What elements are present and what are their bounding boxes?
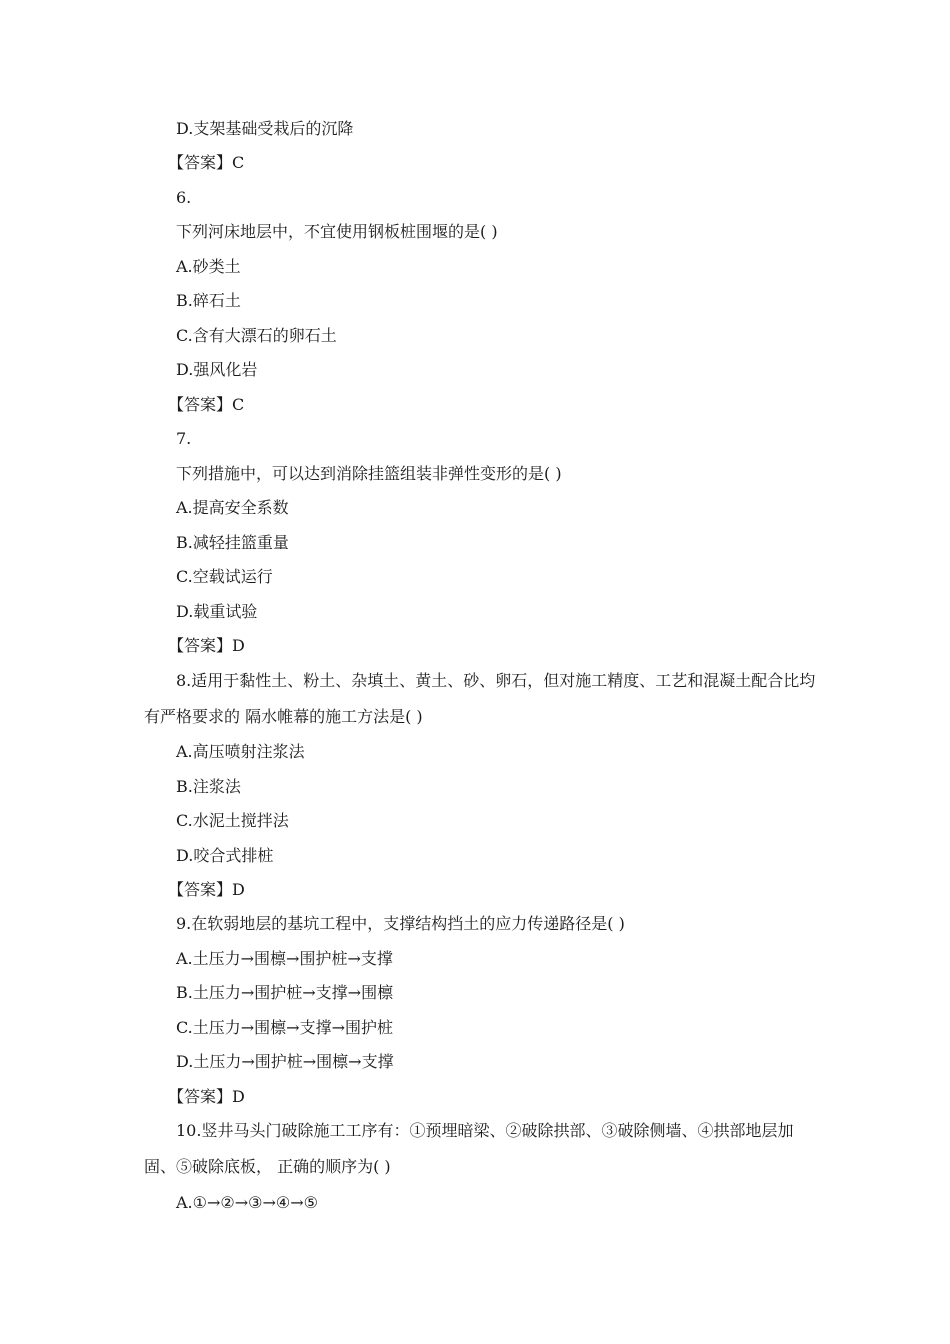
q8-answer: 【答案】D [168, 880, 245, 899]
q7-stem: 下列措施中，可以达到消除挂篮组装非弹性变形的是( ) [176, 464, 562, 483]
q7-number: 7. [176, 429, 192, 448]
q6-option-a: A.砂类土 [176, 257, 241, 276]
q8-stem-line2: 有严格要求的 隔水帷幕的施工方法是( ) [144, 707, 423, 726]
q8-option-a: A.高压喷射注浆法 [176, 742, 305, 761]
q10-stem-line1: 10.竖井马头门破除施工工序有：①预埋暗梁、②破除拱部、③破除侧墙、④拱部地层加 [176, 1121, 794, 1140]
q6-number: 6. [176, 188, 192, 207]
q5-option-d: D.支架基础受栽后的沉降 [176, 119, 354, 138]
q6-option-b: B.碎石土 [176, 291, 241, 310]
q6-option-d: D.强风化岩 [176, 360, 258, 379]
q9-option-c: C.土压力→围檩→支撑→围护桩 [176, 1018, 393, 1037]
q9-option-b: B.土压力→围护桩→支撑→围檩 [176, 983, 394, 1002]
q5-answer: 【答案】C [168, 153, 245, 172]
q9-option-a: A.土压力→围檩→围护桩→支撑 [176, 949, 393, 968]
q6-answer: 【答案】C [168, 395, 245, 414]
q7-option-c: C.空载试运行 [176, 567, 273, 586]
q8-option-d: D.咬合式排桩 [176, 846, 274, 865]
q7-option-d: D.载重试验 [176, 602, 258, 621]
q10-option-a: A.①→②→③→④→⑤ [176, 1193, 318, 1212]
q6-stem: 下列河床地层中，不宜使用钢板桩围堰的是( ) [176, 222, 498, 241]
q8-option-c: C.水泥土搅拌法 [176, 811, 289, 830]
q9-stem: 9.在软弱地层的基坑工程中，支撑结构挡土的应力传递路径是( ) [176, 914, 625, 933]
q10-stem-line2: 固、⑤破除底板， 正确的顺序为( ) [144, 1157, 391, 1176]
q8-option-b: B.注浆法 [176, 777, 241, 796]
q9-answer: 【答案】D [168, 1087, 245, 1106]
q8-stem-line1: 8.适用于黏性土、粉土、杂填土、黄土、砂、卵石，但对施工精度、工艺和混凝土配合比均 [176, 671, 816, 690]
q7-option-a: A.提高安全系数 [176, 498, 289, 517]
q7-answer: 【答案】D [168, 636, 245, 655]
q9-option-d: D.土压力→围护桩→围檩→支撑 [176, 1052, 394, 1071]
q6-option-c: C.含有大漂石的卵石土 [176, 326, 337, 345]
q7-option-b: B.减轻挂篮重量 [176, 533, 289, 552]
